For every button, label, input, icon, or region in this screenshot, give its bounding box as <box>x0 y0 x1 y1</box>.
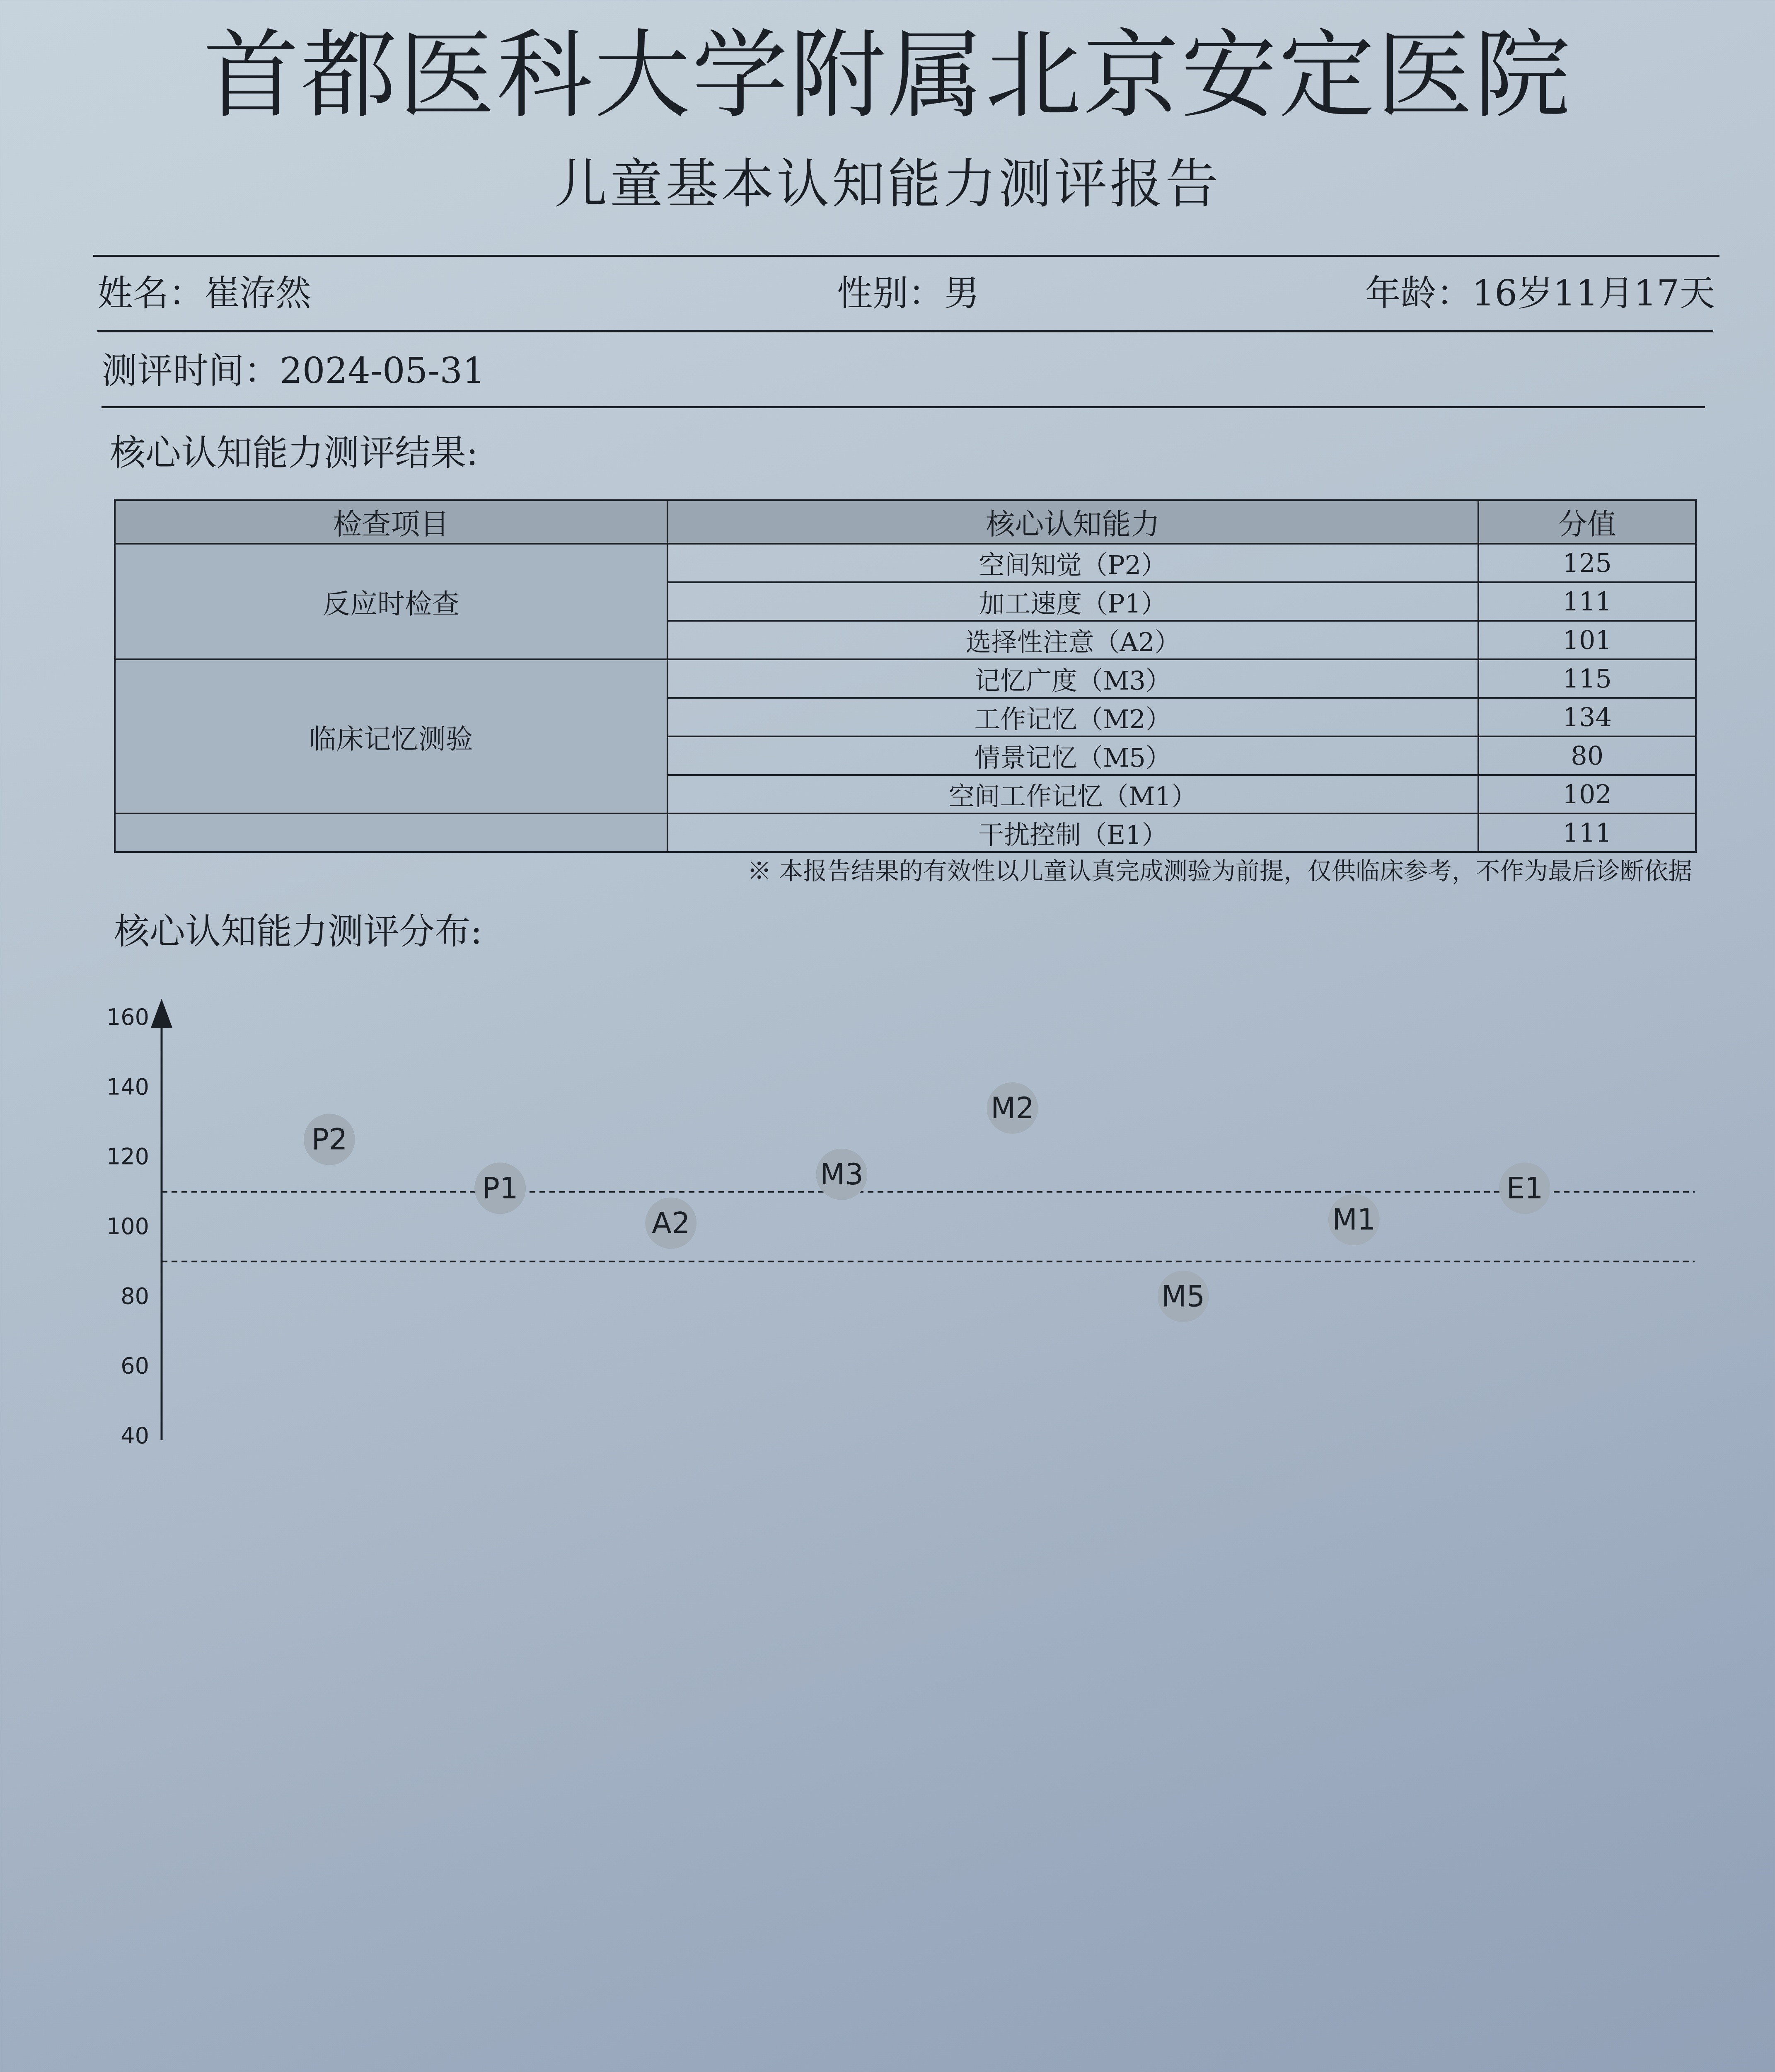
age-value: 16岁11月17天 <box>1472 273 1715 314</box>
validity-note: ※ 本报告结果的有效性以儿童认真完成测验为前提，仅供临床参考，不作为最后诊断依据 <box>747 857 1692 885</box>
data-point-label: P1 <box>482 1171 518 1205</box>
score-cell: 80 <box>1478 736 1696 775</box>
name-label: 姓名： <box>97 273 204 314</box>
ability-cell: 空间工作记忆（M1） <box>667 775 1479 813</box>
score-cell: 111 <box>1478 813 1696 852</box>
ability-cell: 情景记忆（M5） <box>667 736 1479 775</box>
test-date-field <box>102 350 485 392</box>
age-label: 年龄： <box>1365 273 1472 314</box>
y-tick-label: 60 <box>121 1353 149 1379</box>
data-point-label: P2 <box>311 1122 348 1157</box>
gender-label: 性别： <box>837 273 944 314</box>
gender-field <box>837 273 979 314</box>
table-row <box>115 659 1696 698</box>
y-tick-label: 120 <box>106 1143 149 1170</box>
score-cell: 125 <box>1478 544 1696 582</box>
distribution-chart <box>0 986 1775 1475</box>
ability-cell: 加工速度（P1） <box>667 582 1479 621</box>
header-ability: 核心认知能力 <box>667 500 1479 544</box>
y-axis <box>106 999 172 1449</box>
group-reaction-time: 反应时检查 <box>115 544 667 659</box>
data-point-label: E1 <box>1506 1171 1543 1205</box>
header-category: 检查项目 <box>115 500 667 544</box>
divider-info <box>97 330 1713 332</box>
ability-cell: 记忆广度（M3） <box>667 659 1479 698</box>
data-points <box>304 1082 1550 1322</box>
ability-cell: 空间知觉（P2） <box>667 544 1479 582</box>
divider-date <box>102 406 1705 408</box>
y-tick-label: 80 <box>121 1283 149 1310</box>
divider-top <box>93 255 1719 257</box>
test-date-label: 测评时间： <box>102 350 280 392</box>
distribution-heading: 核心认知能力测评分布: <box>114 911 482 952</box>
results-table <box>114 499 1697 853</box>
hospital-name: 首都医科大学附属北京安定医院 <box>203 19 1572 131</box>
y-tick-label: 160 <box>106 1004 149 1030</box>
group-clinical-memory: 临床记忆测验 <box>115 659 667 813</box>
table-row <box>115 544 1696 582</box>
header-score: 分值 <box>1478 500 1696 544</box>
ability-cell: 干扰控制（E1） <box>667 813 1479 852</box>
table-header-row <box>115 500 1696 544</box>
y-tick-label: 140 <box>106 1074 149 1100</box>
y-tick-label: 40 <box>121 1423 149 1449</box>
name-field <box>97 273 311 314</box>
data-point-label: M5 <box>1161 1279 1205 1314</box>
score-cell: 102 <box>1478 775 1696 813</box>
test-date-value: 2024-05-31 <box>280 350 485 392</box>
y-axis-arrow-icon <box>151 999 172 1028</box>
score-cell: 111 <box>1478 582 1696 621</box>
score-cell: 115 <box>1478 659 1696 698</box>
score-cell: 134 <box>1478 698 1696 736</box>
age-field <box>1365 273 1715 314</box>
results-heading: 核心认知能力测评结果: <box>110 432 478 474</box>
data-point-label: M1 <box>1332 1203 1376 1237</box>
ability-cell: 工作记忆（M2） <box>667 698 1479 736</box>
gender-value: 男 <box>944 273 979 314</box>
data-point-label: M2 <box>991 1091 1035 1125</box>
report-title: 儿童基本认知能力测评报告 <box>554 153 1221 215</box>
table-row <box>115 813 1696 852</box>
y-tick-label: 100 <box>106 1213 149 1239</box>
data-point-label: M3 <box>820 1157 863 1191</box>
reference-lines <box>162 1192 1695 1261</box>
ability-cell: 选择性注意（A2） <box>667 621 1479 659</box>
name-value: 崔洊然 <box>204 273 311 314</box>
group-empty <box>115 813 667 852</box>
data-point-label: A2 <box>652 1206 690 1240</box>
score-cell: 101 <box>1478 621 1696 659</box>
